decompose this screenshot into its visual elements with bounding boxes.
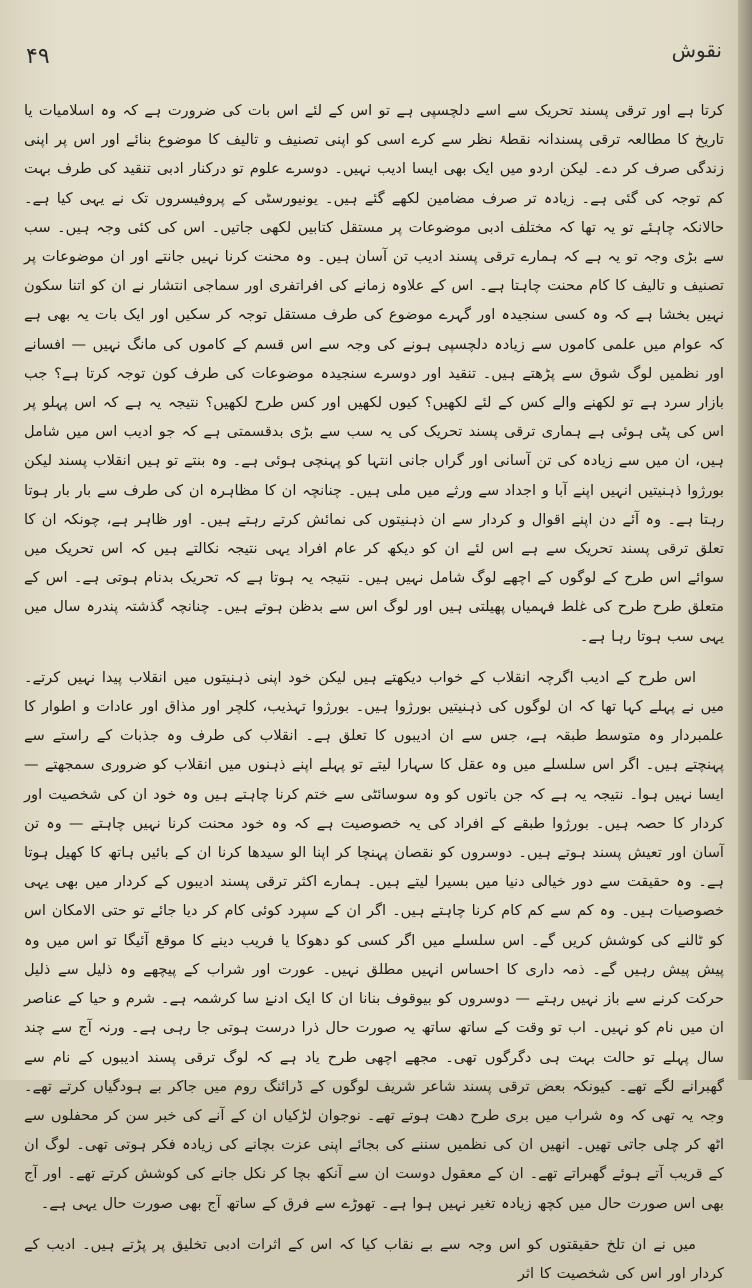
paragraph-1: کرتا ہے اور ترقی پسند تحریک سے اسے دلچسپی ہے تو اس کے لئے اس بات کی ضرورت ہے کہ وہ اسلامیات یا تاریخ کا مطالعہ ترقی پسندانہ نقطۂ نظر سے کرے اسی کو اپنی تصنیف و تالیف کا موضوع بنائے اور اس پر اپنی زندگی صرف کر دے۔ لیکن اردو میں ایک بھی ایسا ادیب نہیں۔ دوسرے علوم تو درکنار ادبی تنقید کی طرف بہت کم توجہ کی گئی ہے۔ زیادہ تر صرف مضامین لکھے گئے ہیں۔ یونیورسٹی کے پروفیسروں تک نے یہی کیا ہے۔ حالانکہ چاہئے تو یہ تھا کہ مختلف ادبی موضوعات پر مستقل کتابیں لکھی جاتیں۔ اس کی کئی وجہ ہیں۔ سب سے بڑی وجہ تو یہ ہے کہ ہمارے ترقی پسند ادیب تن آسان ہیں۔ وہ محنت کرنا نہیں جانتے اور ان موضوعات پر تصنیف و تالیف کا کام محنت چاہتا ہے۔ اس کے علاوہ زمانے کی افراتفری اور سماجی انتشار نے ان کو اتنا سکون نہیں بخشا ہے کہ وہ کسی سنجیدہ اور گہرے موضوع کی طرف مستقل توجہ کر سکیں اور ایک بات یہ بھی ہے کہ عوام میں علمی کاموں سے زیادہ دلچسپی ہونے کی وجہ سے اس قسم کے کاموں کی مانگ نہیں — افسانے اور نظمیں لوگ شوق سے پڑھتے ہیں۔ تنقید اور دوسرے سنجیدہ موضوعات کی طرف کون توجہ کرتا ہے؟ جب بازار سرد ہے تو لکھنے والے کس کے لئے لکھیں؟ کیوں لکھیں اور کس طرح لکھیں؟ نتیجہ یہ ہے کہ اس پہلو پر اس کی پٹی ہوئی ہے ہماری ترقی پسند تحریک کی یہ سب سے بڑی بدقسمتی ہے کہ جو ادیب اس میں شامل ہیں، ان میں سے زیادہ کی تن آسانی اور گراں جانی انتہا کو پہنچی ہوئی ہے۔ وہ بنتے تو ہیں انقلاب پسند لیکن بورژوا ذہنیتیں انہیں اپنے آبا و اجداد سے ورثے میں ملی ہیں۔ چنانچہ ان کا مظاہرہ ان کی طرف سے بار بار ہوتا رہتا ہے۔ وہ آئے دن اپنے اقوال و کردار سے ان ذہنیتوں کی نمائش کرتے رہتے ہیں۔ اور ظاہر ہے، چونکہ ان کا تعلق ترقی پسند تحریک سے ہے اس لئے ان کو دیکھ کر عام افراد یہی نتیجہ نکالتے ہیں کہ اس تحریک میں سوائے اس طرح کے لوگوں کے اچھے لوگ شامل نہیں ہیں۔ نتیجہ یہ ہوتا ہے کہ تحریک بدنام ہوتی ہے۔ اس کے متعلق طرح طرح کی غلط فہمیاں پھیلتی ہیں اور لوگ اس سے بدظن ہوتے ہیں۔ چنانچہ گذشتہ پندرہ سال میں یہی سب ہوتا رہا ہے۔ — [24, 102, 724, 645]
page-number: ۴۹ — [26, 44, 50, 69]
body-text — [24, 96, 724, 1282]
paragraph-2: اس طرح کے ادیب اگرچہ انقلاب کے خواب دیکھتے ہیں لیکن خود اپنی ذہنیتوں میں انقلاب پیدا نہیں کرتے۔ میں نے پہلے کہا تھا کہ ان لوگوں کی ذہنیتیں بورژوا ہیں۔ بورژوا تہذیب، کلچر اور مذاق اور عادات و اطوار کا علمبردار وہ متوسط طبقہ ہے، جس سے ان ادیبوں کا تعلق ہے۔ انقلاب کی طرف وہ جذبات کے راستے سے پہنچتے ہیں۔ اگر اس سلسلے میں وہ عقل کا سہارا لیتے تو پہلے اپنے ذہنوں میں انقلاب کو ضروری سمجھتے — ایسا نہیں ہوا۔ نتیجہ یہ ہے کہ جن باتوں کو وہ سوسائٹی سے ختم کرنا چاہتے ہیں وہ خود ان کی شخصیت اور کردار کا حصہ ہیں۔ بورژوا طبقے کے افراد کی یہ خصوصیت ہے کہ وہ خود محنت کرنا نہیں چاہتے — وہ تن آسان اور تعیش پسند ہوتے ہیں۔ دوسروں کو نقصان پہنچا کر اپنا الو سیدھا کرنا ان کے بائیں ہاتھ کا کھیل ہوتا ہے۔ وہ حقیقت سے دور خیالی دنیا میں بسیرا لیتے ہیں۔ ہمارے اکثر ترقی پسند ادیبوں کے کردار میں بھی یہی خصوصیات ہیں۔ وہ کم سے کم کام کرنا چاہتے ہیں۔ اگر ان کے سپرد کوئی کام کر دیا جائے تو حتی الامکان اس کو ٹالنے کی کوشش کریں گے۔ اس سلسلے میں اگر کسی کو دھوکا یا فریب دینے کا موقع آئیگا تو اس میں وہ پیش پیش رہیں گے۔ ذمہ داری کا احساس انہیں مطلق نہیں۔ عورت اور شراب کے پیچھے وہ ذلیل سے ذلیل حرکت کرنے سے باز نہیں رہتے — دوسروں کو بیوقوف بنانا ان کا ایک ادنےٰ سا کرشمہ ہے۔ شرم و حیا کے عناصر ان میں نام کو نہیں۔ اب تو وقت کے ساتھ ساتھ یہ صورت حال ذرا درست ہوتی جا رہی ہے۔ ورنہ آج سے چند سال پہلے تو حالت بہت ہی دگرگوں تھی۔ مجھے اچھی طرح یاد ہے کہ لوگ ترقی پسند ادیبوں کے نام سے گھبرانے لگے تھے۔ کیونکہ بعض ترقی پسند شاعر شریف لوگوں کے ڈرائنگ روم میں جاکر بے ہودگیاں کرتے تھے۔ وجہ یہ تھی کہ وہ شراب میں بری طرح دھت ہوتے تھے۔ نوجوان لڑکیاں ان کے آنے کی خبر سن کر محفلوں سے اٹھ کر چلی جاتی تھیں۔ انھیں ان کی نظمیں سننے کی بجائے اپنی عزت بچانے کی زیادہ فکر ہوتی تھی۔ لوگ ان کے قریب آتے ہوئے گھبراتے تھے۔ ان کے معقول دوست ان سے آنکھ بچا کر نکل جانے کی کوشش کرتے تھے۔ اور آج بھی اس صورت حال میں کچھ زیادہ تغیر نہیں ہوا ہے۔ تھوڑے سے فرق کے ساتھ آج بھی صورت حال یہی ہے۔ — [24, 668, 724, 1212]
page-edge-shadow — [738, 0, 752, 1080]
paragraph-3: میں نے ان تلخ حقیقتوں کو اس وجہ سے بے نقاب کیا کہ اس کے اثرات ادبی تخلیق پر پڑتے ہیں۔ ادیب کے کردار اور اس کی شخصیت کا اثر — [24, 1235, 724, 1282]
running-head: نقوش — [671, 38, 722, 62]
